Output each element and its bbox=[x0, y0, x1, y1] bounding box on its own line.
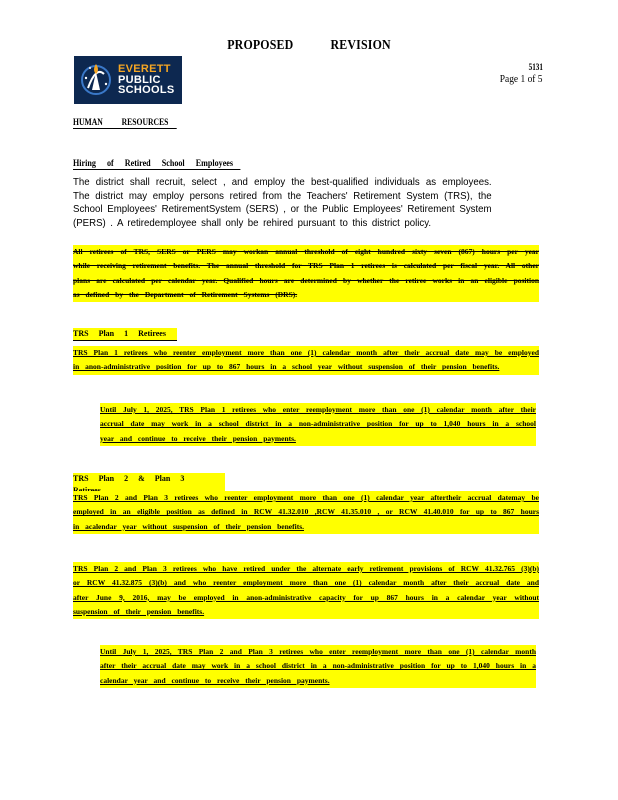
plan1-indented bbox=[100, 403, 536, 446]
plan1-body-text: TRS Plan 1 retirees who reenter employment more than one (1) calendar month after their accrual date may be employed in anon-administrative position for up to 867 hours in a school year without suspension of their pension benefits. bbox=[73, 348, 539, 372]
logo-wordmark bbox=[118, 64, 175, 96]
plan1-body bbox=[73, 346, 539, 375]
section-title: Hiring of Retired School Employees bbox=[73, 158, 240, 170]
plan23-heading: TRS Plan 2 & Plan 3 bbox=[73, 473, 225, 498]
title-word-revision: REVISION bbox=[330, 38, 391, 53]
policy-number: 5131 bbox=[528, 62, 543, 72]
plan23-alternate bbox=[73, 562, 539, 619]
page-indicator: Page 1 of 5 bbox=[500, 74, 543, 85]
title-word-proposed: PROPOSED bbox=[227, 38, 294, 53]
department-label: HUMAN RESOURCES bbox=[73, 117, 177, 129]
plan23-body bbox=[73, 491, 539, 534]
logo-line-schools: SCHOOLS bbox=[118, 84, 175, 97]
intro-paragraph: The district shall recruit, select , and employ the best-qualified individuals as employees. The district may employ persons retired from the Teachers' Retirement System (TRS), the School Employees' RetirementSystem (SERS) , or the Public Employees' Retirement System (PERS) . A retiredemployee shall only be rehired pursuant to this district policy. bbox=[73, 176, 492, 229]
plan23-indented bbox=[100, 645, 536, 688]
plan23-body-text: TRS Plan 2 and Plan 3 retirees who reenter employment more than one (1) calendar year aftertheir accrual datemay be employed in an eligible position as defined in RCW 41.32.010 ,RCW 41.35.010 , or RCW 41.40.010 for up to 867 hours in acalendar year without suspension of their pension benefits. bbox=[73, 493, 539, 531]
struck-paragraph-text: All retirees of TRS, SERS or PERS may workan annual threshold of eight hundred sixty seven (867) hours per year while receiving retirement benefits. The annual threshold for TRS Plan 1 retirees is calculated per fiscal year. All other plans are calculated per calendar year. Qualified hours are determined by whether the retiree works in an eligible position as defined by the Department of Retirement Systems (DRS). bbox=[73, 247, 539, 299]
plan1-indented-text: Until July 1, 2025, TRS Plan 1 retirees who enter reemployment more than one (1) calendar month after their accrual date may work in a school district in a non-administrative position for up to 1,040 hours in a school year and continue to receive their pension payments. bbox=[100, 405, 536, 443]
plan23-alternate-text: TRS Plan 2 and Plan 3 retirees who have retired under the alternate early retirement provisions of RCW 41.32.765 (3)(b) or RCW 41.32.875 (3)(b) and who reenter employment more than one (1) calendar month after their accrual date and after June 9, 2016, may be employed in anon-administrative capacity for up 867 hours in a calendar year without suspension of their pension benefits. bbox=[73, 564, 539, 616]
page-title bbox=[46, 38, 571, 54]
plan23-indented-text: Until July 1, 2025, TRS Plan 2 and Plan 3 retirees who enter reemployment more than one (1) calendar month after their accrual date may work in a school district in a non-administrative position for up to 1,040 hours in a calendar year and continue to receive their pension payments. bbox=[100, 647, 536, 685]
torch-logo-icon bbox=[80, 60, 112, 100]
struck-paragraph bbox=[73, 245, 539, 302]
plan1-heading: TRS Plan 1 Retirees bbox=[73, 328, 177, 341]
logo-line-public: PUBLIC bbox=[118, 73, 161, 86]
logo-line-everett: EVERETT bbox=[118, 63, 171, 76]
district-logo bbox=[74, 56, 182, 104]
